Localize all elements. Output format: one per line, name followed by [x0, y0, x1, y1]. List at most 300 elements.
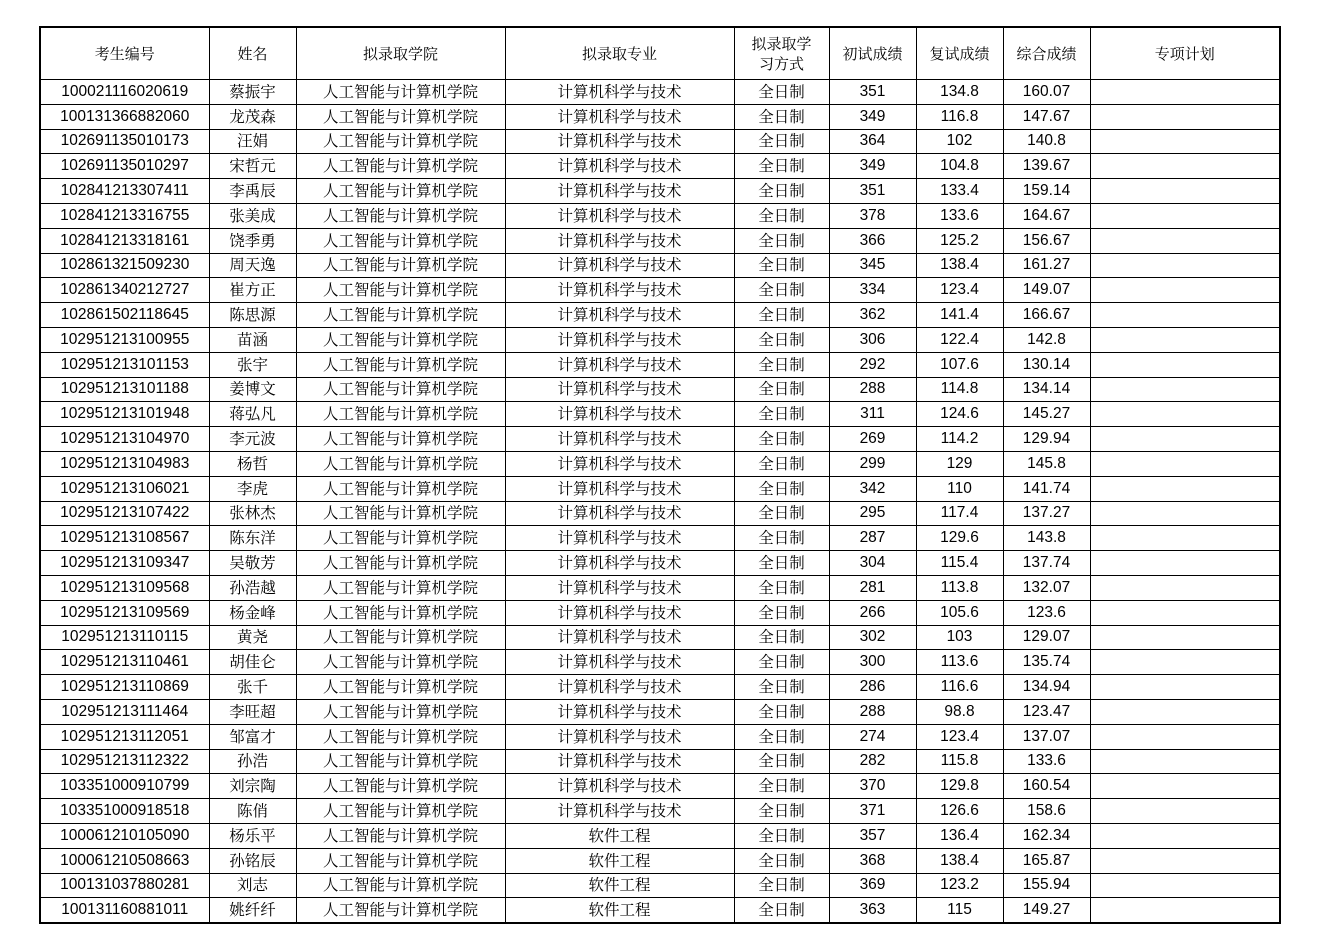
cell-name: 孙铭辰 [209, 848, 296, 873]
cell-candidate-id: 100021116020619 [40, 80, 209, 105]
cell-name: 崔方正 [209, 278, 296, 303]
cell-name: 姚纤纤 [209, 898, 296, 923]
cell-major: 计算机科学与技术 [505, 179, 734, 204]
cell-major: 计算机科学与技术 [505, 402, 734, 427]
cell-total-score: 147.67 [1003, 104, 1090, 129]
cell-special-plan [1090, 228, 1280, 253]
cell-special-plan [1090, 774, 1280, 799]
cell-candidate-id: 102951213109568 [40, 575, 209, 600]
cell-special-plan [1090, 203, 1280, 228]
cell-college: 人工智能与计算机学院 [296, 476, 505, 501]
cell-candidate-id: 102951213108567 [40, 526, 209, 551]
cell-candidate-id: 102951213101153 [40, 352, 209, 377]
cell-special-plan [1090, 278, 1280, 303]
cell-study-mode: 全日制 [734, 873, 829, 898]
cell-special-plan [1090, 427, 1280, 452]
cell-college: 人工智能与计算机学院 [296, 898, 505, 923]
cell-major: 计算机科学与技术 [505, 228, 734, 253]
table-row [40, 278, 1280, 303]
cell-name: 李旺超 [209, 699, 296, 724]
cell-name: 李元波 [209, 427, 296, 452]
cell-retest-score: 113.6 [916, 650, 1003, 675]
cell-prelim-score: 368 [829, 848, 916, 873]
cell-major: 软件工程 [505, 848, 734, 873]
cell-prelim-score: 371 [829, 799, 916, 824]
cell-major: 软件工程 [505, 873, 734, 898]
cell-prelim-score: 300 [829, 650, 916, 675]
header-college: 拟录取学院 [296, 27, 505, 80]
table-row [40, 179, 1280, 204]
cell-study-mode: 全日制 [734, 600, 829, 625]
cell-candidate-id: 100131037880281 [40, 873, 209, 898]
cell-special-plan [1090, 476, 1280, 501]
cell-total-score: 160.07 [1003, 80, 1090, 105]
cell-college: 人工智能与计算机学院 [296, 402, 505, 427]
cell-college: 人工智能与计算机学院 [296, 650, 505, 675]
cell-name: 刘宗陶 [209, 774, 296, 799]
cell-candidate-id: 102951213101188 [40, 377, 209, 402]
cell-candidate-id: 102951213110461 [40, 650, 209, 675]
cell-candidate-id: 102841213318161 [40, 228, 209, 253]
cell-special-plan [1090, 526, 1280, 551]
cell-name: 杨乐平 [209, 823, 296, 848]
cell-total-score: 129.07 [1003, 625, 1090, 650]
cell-retest-score: 122.4 [916, 327, 1003, 352]
cell-study-mode: 全日制 [734, 352, 829, 377]
cell-major: 计算机科学与技术 [505, 352, 734, 377]
cell-name: 饶季勇 [209, 228, 296, 253]
cell-name: 苗涵 [209, 327, 296, 352]
cell-retest-score: 129 [916, 451, 1003, 476]
table-row [40, 600, 1280, 625]
cell-major: 计算机科学与技术 [505, 699, 734, 724]
cell-college: 人工智能与计算机学院 [296, 823, 505, 848]
cell-special-plan [1090, 823, 1280, 848]
cell-retest-score: 138.4 [916, 253, 1003, 278]
cell-retest-score: 116.6 [916, 675, 1003, 700]
cell-retest-score: 133.4 [916, 179, 1003, 204]
cell-name: 杨金峰 [209, 600, 296, 625]
cell-college: 人工智能与计算机学院 [296, 575, 505, 600]
cell-college: 人工智能与计算机学院 [296, 352, 505, 377]
cell-study-mode: 全日制 [734, 724, 829, 749]
cell-total-score: 139.67 [1003, 154, 1090, 179]
cell-prelim-score: 366 [829, 228, 916, 253]
table-row [40, 551, 1280, 576]
cell-major: 计算机科学与技术 [505, 476, 734, 501]
cell-study-mode: 全日制 [734, 228, 829, 253]
cell-total-score: 156.67 [1003, 228, 1090, 253]
cell-prelim-score: 378 [829, 203, 916, 228]
cell-study-mode: 全日制 [734, 129, 829, 154]
cell-total-score: 158.6 [1003, 799, 1090, 824]
table-row [40, 228, 1280, 253]
cell-candidate-id: 102951213109569 [40, 600, 209, 625]
cell-name: 张美成 [209, 203, 296, 228]
cell-candidate-id: 102951213107422 [40, 501, 209, 526]
cell-study-mode: 全日制 [734, 402, 829, 427]
cell-special-plan [1090, 129, 1280, 154]
cell-total-score: 132.07 [1003, 575, 1090, 600]
cell-candidate-id: 102951213110869 [40, 675, 209, 700]
cell-major: 计算机科学与技术 [505, 526, 734, 551]
cell-special-plan [1090, 253, 1280, 278]
cell-candidate-id: 102691135010297 [40, 154, 209, 179]
cell-major: 计算机科学与技术 [505, 203, 734, 228]
cell-candidate-id: 102951213109347 [40, 551, 209, 576]
cell-candidate-id: 102951213104983 [40, 451, 209, 476]
cell-college: 人工智能与计算机学院 [296, 104, 505, 129]
cell-prelim-score: 349 [829, 104, 916, 129]
cell-candidate-id: 103351000918518 [40, 799, 209, 824]
cell-special-plan [1090, 551, 1280, 576]
cell-candidate-id: 102951213110115 [40, 625, 209, 650]
cell-study-mode: 全日制 [734, 104, 829, 129]
cell-candidate-id: 102951213101948 [40, 402, 209, 427]
header-candidate-id: 考生编号 [40, 27, 209, 80]
cell-retest-score: 123.4 [916, 724, 1003, 749]
cell-study-mode: 全日制 [734, 253, 829, 278]
cell-special-plan [1090, 154, 1280, 179]
cell-special-plan [1090, 352, 1280, 377]
cell-study-mode: 全日制 [734, 501, 829, 526]
cell-prelim-score: 282 [829, 749, 916, 774]
cell-special-plan [1090, 377, 1280, 402]
cell-total-score: 140.8 [1003, 129, 1090, 154]
cell-major: 计算机科学与技术 [505, 303, 734, 328]
cell-retest-score: 102 [916, 129, 1003, 154]
cell-name: 李虎 [209, 476, 296, 501]
cell-study-mode: 全日制 [734, 898, 829, 923]
cell-retest-score: 115.8 [916, 749, 1003, 774]
cell-name: 陈俏 [209, 799, 296, 824]
cell-name: 邹富才 [209, 724, 296, 749]
cell-retest-score: 115 [916, 898, 1003, 923]
cell-major: 计算机科学与技术 [505, 377, 734, 402]
table-row [40, 501, 1280, 526]
cell-candidate-id: 102951213112051 [40, 724, 209, 749]
header-retest-score: 复试成绩 [916, 27, 1003, 80]
cell-prelim-score: 269 [829, 427, 916, 452]
cell-major: 计算机科学与技术 [505, 253, 734, 278]
cell-major: 计算机科学与技术 [505, 774, 734, 799]
cell-study-mode: 全日制 [734, 625, 829, 650]
cell-prelim-score: 281 [829, 575, 916, 600]
cell-retest-score: 110 [916, 476, 1003, 501]
cell-total-score: 149.27 [1003, 898, 1090, 923]
cell-college: 人工智能与计算机学院 [296, 873, 505, 898]
cell-special-plan [1090, 575, 1280, 600]
cell-total-score: 133.6 [1003, 749, 1090, 774]
cell-candidate-id: 102841213307411 [40, 179, 209, 204]
header-prelim-score: 初试成绩 [829, 27, 916, 80]
cell-prelim-score: 351 [829, 80, 916, 105]
cell-college: 人工智能与计算机学院 [296, 80, 505, 105]
cell-candidate-id: 102841213316755 [40, 203, 209, 228]
cell-college: 人工智能与计算机学院 [296, 228, 505, 253]
table-row [40, 129, 1280, 154]
cell-college: 人工智能与计算机学院 [296, 327, 505, 352]
cell-college: 人工智能与计算机学院 [296, 526, 505, 551]
cell-special-plan [1090, 327, 1280, 352]
table-row [40, 154, 1280, 179]
cell-name: 周天逸 [209, 253, 296, 278]
cell-major: 计算机科学与技术 [505, 327, 734, 352]
table-row [40, 253, 1280, 278]
cell-prelim-score: 292 [829, 352, 916, 377]
cell-prelim-score: 363 [829, 898, 916, 923]
cell-candidate-id: 102691135010173 [40, 129, 209, 154]
cell-prelim-score: 369 [829, 873, 916, 898]
table-row [40, 650, 1280, 675]
cell-candidate-id: 100131366882060 [40, 104, 209, 129]
cell-name: 陈思源 [209, 303, 296, 328]
cell-major: 计算机科学与技术 [505, 427, 734, 452]
cell-major: 计算机科学与技术 [505, 154, 734, 179]
table-row [40, 625, 1280, 650]
cell-prelim-score: 362 [829, 303, 916, 328]
cell-college: 人工智能与计算机学院 [296, 551, 505, 576]
cell-college: 人工智能与计算机学院 [296, 154, 505, 179]
table-row [40, 823, 1280, 848]
table-row [40, 848, 1280, 873]
cell-retest-score: 123.2 [916, 873, 1003, 898]
cell-name: 刘志 [209, 873, 296, 898]
cell-special-plan [1090, 104, 1280, 129]
cell-major: 计算机科学与技术 [505, 575, 734, 600]
cell-name: 姜博文 [209, 377, 296, 402]
cell-special-plan [1090, 749, 1280, 774]
cell-candidate-id: 102951213104970 [40, 427, 209, 452]
cell-prelim-score: 302 [829, 625, 916, 650]
cell-major: 软件工程 [505, 898, 734, 923]
cell-college: 人工智能与计算机学院 [296, 675, 505, 700]
cell-name: 龙茂森 [209, 104, 296, 129]
cell-total-score: 159.14 [1003, 179, 1090, 204]
cell-study-mode: 全日制 [734, 451, 829, 476]
admission-list-table [39, 26, 1281, 924]
table-body [40, 80, 1280, 924]
cell-special-plan [1090, 724, 1280, 749]
cell-prelim-score: 349 [829, 154, 916, 179]
cell-college: 人工智能与计算机学院 [296, 303, 505, 328]
cell-retest-score: 141.4 [916, 303, 1003, 328]
cell-total-score: 166.67 [1003, 303, 1090, 328]
cell-study-mode: 全日制 [734, 848, 829, 873]
cell-study-mode: 全日制 [734, 377, 829, 402]
cell-college: 人工智能与计算机学院 [296, 799, 505, 824]
table-row [40, 575, 1280, 600]
cell-total-score: 135.74 [1003, 650, 1090, 675]
cell-retest-score: 117.4 [916, 501, 1003, 526]
cell-retest-score: 138.4 [916, 848, 1003, 873]
cell-total-score: 134.94 [1003, 675, 1090, 700]
table-row [40, 80, 1280, 105]
cell-retest-score: 115.4 [916, 551, 1003, 576]
cell-name: 蔡振宇 [209, 80, 296, 105]
cell-candidate-id: 102861340212727 [40, 278, 209, 303]
cell-total-score: 162.34 [1003, 823, 1090, 848]
cell-study-mode: 全日制 [734, 427, 829, 452]
cell-retest-score: 136.4 [916, 823, 1003, 848]
table-row [40, 352, 1280, 377]
header-name: 姓名 [209, 27, 296, 80]
cell-candidate-id: 102861502118645 [40, 303, 209, 328]
header-major: 拟录取专业 [505, 27, 734, 80]
table-row [40, 699, 1280, 724]
cell-total-score: 165.87 [1003, 848, 1090, 873]
cell-candidate-id: 102951213100955 [40, 327, 209, 352]
cell-prelim-score: 370 [829, 774, 916, 799]
cell-retest-score: 124.6 [916, 402, 1003, 427]
cell-retest-score: 116.8 [916, 104, 1003, 129]
cell-prelim-score: 295 [829, 501, 916, 526]
cell-major: 计算机科学与技术 [505, 80, 734, 105]
cell-prelim-score: 266 [829, 600, 916, 625]
cell-total-score: 137.07 [1003, 724, 1090, 749]
cell-college: 人工智能与计算机学院 [296, 129, 505, 154]
cell-name: 黄尧 [209, 625, 296, 650]
cell-total-score: 155.94 [1003, 873, 1090, 898]
cell-study-mode: 全日制 [734, 303, 829, 328]
cell-college: 人工智能与计算机学院 [296, 625, 505, 650]
cell-retest-score: 103 [916, 625, 1003, 650]
cell-study-mode: 全日制 [734, 179, 829, 204]
cell-retest-score: 104.8 [916, 154, 1003, 179]
cell-special-plan [1090, 650, 1280, 675]
cell-study-mode: 全日制 [734, 551, 829, 576]
cell-major: 计算机科学与技术 [505, 104, 734, 129]
cell-college: 人工智能与计算机学院 [296, 774, 505, 799]
table-row [40, 724, 1280, 749]
cell-total-score: 141.74 [1003, 476, 1090, 501]
cell-special-plan [1090, 699, 1280, 724]
table-row [40, 898, 1280, 923]
cell-retest-score: 98.8 [916, 699, 1003, 724]
cell-total-score: 123.6 [1003, 600, 1090, 625]
table-row [40, 104, 1280, 129]
cell-prelim-score: 334 [829, 278, 916, 303]
cell-retest-score: 126.6 [916, 799, 1003, 824]
table-row [40, 774, 1280, 799]
cell-major: 计算机科学与技术 [505, 551, 734, 576]
cell-major: 计算机科学与技术 [505, 451, 734, 476]
cell-prelim-score: 306 [829, 327, 916, 352]
cell-retest-score: 107.6 [916, 352, 1003, 377]
cell-retest-score: 114.2 [916, 427, 1003, 452]
table-row [40, 526, 1280, 551]
cell-major: 计算机科学与技术 [505, 600, 734, 625]
cell-candidate-id: 102951213111464 [40, 699, 209, 724]
cell-special-plan [1090, 179, 1280, 204]
cell-name: 陈东洋 [209, 526, 296, 551]
cell-major: 计算机科学与技术 [505, 675, 734, 700]
cell-prelim-score: 274 [829, 724, 916, 749]
cell-special-plan [1090, 501, 1280, 526]
cell-candidate-id: 102861321509230 [40, 253, 209, 278]
table-row [40, 203, 1280, 228]
cell-study-mode: 全日制 [734, 575, 829, 600]
cell-study-mode: 全日制 [734, 203, 829, 228]
cell-name: 蒋弘凡 [209, 402, 296, 427]
cell-retest-score: 113.8 [916, 575, 1003, 600]
cell-retest-score: 133.6 [916, 203, 1003, 228]
cell-name: 吴敬芳 [209, 551, 296, 576]
cell-college: 人工智能与计算机学院 [296, 724, 505, 749]
cell-college: 人工智能与计算机学院 [296, 427, 505, 452]
cell-college: 人工智能与计算机学院 [296, 501, 505, 526]
cell-retest-score: 125.2 [916, 228, 1003, 253]
cell-college: 人工智能与计算机学院 [296, 600, 505, 625]
cell-total-score: 143.8 [1003, 526, 1090, 551]
cell-retest-score: 114.8 [916, 377, 1003, 402]
cell-college: 人工智能与计算机学院 [296, 377, 505, 402]
cell-major: 计算机科学与技术 [505, 501, 734, 526]
cell-study-mode: 全日制 [734, 675, 829, 700]
cell-prelim-score: 286 [829, 675, 916, 700]
table-row [40, 749, 1280, 774]
cell-study-mode: 全日制 [734, 154, 829, 179]
table-row [40, 303, 1280, 328]
cell-major: 计算机科学与技术 [505, 724, 734, 749]
cell-study-mode: 全日制 [734, 278, 829, 303]
cell-major: 软件工程 [505, 823, 734, 848]
cell-name: 宋哲元 [209, 154, 296, 179]
cell-name: 张林杰 [209, 501, 296, 526]
cell-special-plan [1090, 303, 1280, 328]
table-row [40, 675, 1280, 700]
table-row [40, 327, 1280, 352]
cell-retest-score: 134.8 [916, 80, 1003, 105]
cell-special-plan [1090, 402, 1280, 427]
cell-special-plan [1090, 799, 1280, 824]
cell-retest-score: 123.4 [916, 278, 1003, 303]
cell-name: 汪娟 [209, 129, 296, 154]
cell-major: 计算机科学与技术 [505, 650, 734, 675]
cell-college: 人工智能与计算机学院 [296, 848, 505, 873]
cell-prelim-score: 311 [829, 402, 916, 427]
cell-retest-score: 129.8 [916, 774, 1003, 799]
cell-study-mode: 全日制 [734, 327, 829, 352]
cell-retest-score: 129.6 [916, 526, 1003, 551]
cell-total-score: 137.27 [1003, 501, 1090, 526]
table-row [40, 402, 1280, 427]
table-row [40, 873, 1280, 898]
cell-college: 人工智能与计算机学院 [296, 699, 505, 724]
header-total-score: 综合成绩 [1003, 27, 1090, 80]
cell-retest-score: 105.6 [916, 600, 1003, 625]
cell-prelim-score: 351 [829, 179, 916, 204]
cell-special-plan [1090, 848, 1280, 873]
cell-prelim-score: 345 [829, 253, 916, 278]
cell-total-score: 123.47 [1003, 699, 1090, 724]
cell-total-score: 149.07 [1003, 278, 1090, 303]
cell-college: 人工智能与计算机学院 [296, 451, 505, 476]
cell-prelim-score: 357 [829, 823, 916, 848]
cell-prelim-score: 288 [829, 377, 916, 402]
header-row [40, 27, 1280, 80]
cell-prelim-score: 364 [829, 129, 916, 154]
cell-name: 孙浩 [209, 749, 296, 774]
cell-special-plan [1090, 80, 1280, 105]
header-special-plan: 专项计划 [1090, 27, 1280, 80]
table-row [40, 377, 1280, 402]
cell-major: 计算机科学与技术 [505, 278, 734, 303]
cell-total-score: 142.8 [1003, 327, 1090, 352]
cell-college: 人工智能与计算机学院 [296, 179, 505, 204]
cell-study-mode: 全日制 [734, 699, 829, 724]
cell-prelim-score: 304 [829, 551, 916, 576]
